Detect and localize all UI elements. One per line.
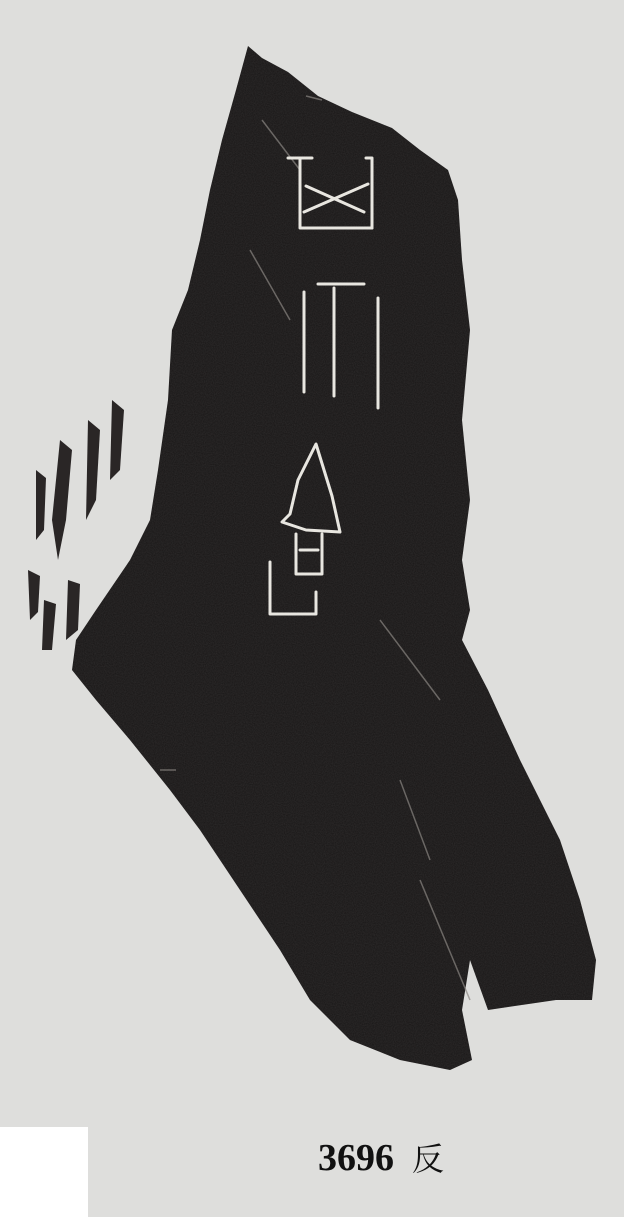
plate-number: 3696 xyxy=(318,1137,394,1179)
mount-corner xyxy=(0,1127,88,1217)
plate-caption xyxy=(318,1134,444,1180)
plate-side-label: 反 xyxy=(412,1140,445,1178)
